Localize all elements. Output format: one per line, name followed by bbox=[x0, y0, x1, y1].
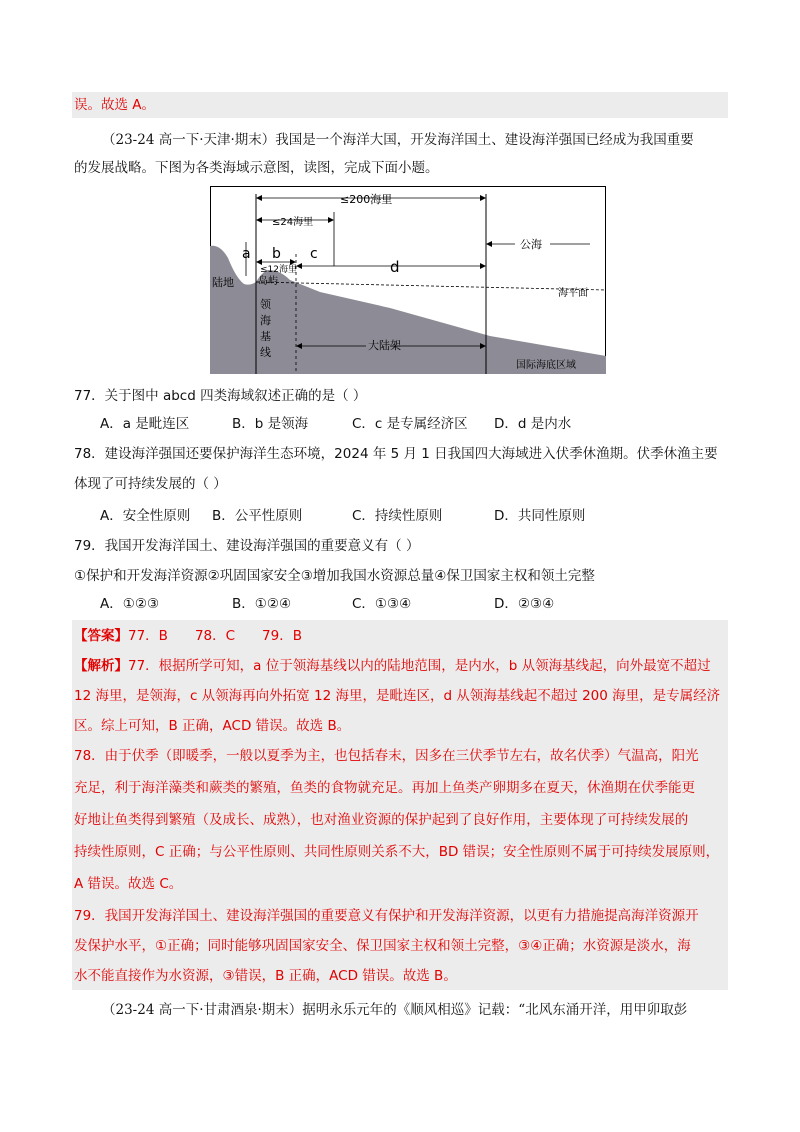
label-baseline-2: 海 bbox=[260, 314, 271, 327]
label-island: 岛屿 bbox=[258, 276, 278, 287]
label-d: d bbox=[390, 258, 400, 276]
intro-line-2: 的发展战略。下图为各类海域示意图，读图，完成下面小题。 bbox=[74, 160, 439, 176]
label-c: c bbox=[310, 246, 318, 262]
label-high-seas: 公海 bbox=[520, 238, 542, 251]
analysis-line-11: 水不能直接作为水资源，③错误，B 正确，ACD 错误。故选 B。 bbox=[74, 968, 457, 984]
analysis-line-8: A 错误。故选 C。 bbox=[74, 876, 183, 892]
prev-answer-tail: 误。故选 A。 bbox=[74, 97, 156, 113]
label-baseline-4: 线 bbox=[260, 346, 271, 359]
label-baseline-3: 基 bbox=[260, 330, 271, 343]
analysis-line-9: 79．我国开发海洋国土、建设海洋强国的重要意义有保护和开发海洋资源，以更有力措施提高海洋资源开 bbox=[74, 908, 699, 924]
q77-stem: 77．关于图中 abcd 四类海域叙述正确的是（ ） bbox=[74, 388, 367, 404]
label-seabed: 国际海底区域 bbox=[516, 360, 576, 371]
q77-option-d: D．d 是内水 bbox=[494, 416, 572, 432]
q78-option-b: B．公平性原则 bbox=[212, 508, 303, 524]
label-shelf: 大陆架 bbox=[368, 339, 401, 352]
q78-stem-2: 体现了可持续发展的（ ） bbox=[74, 476, 227, 492]
sea-zone-diagram bbox=[210, 186, 606, 374]
q79-items: ①保护和开发海洋资源②巩固国家安全③增加我国水资源总量④保卫国家主权和领土完整 bbox=[74, 568, 595, 584]
label-land: 陆地 bbox=[212, 276, 234, 289]
analysis-tag: 【解析】 bbox=[74, 658, 128, 674]
intro-line-1: （23-24 高一下·天津·期末）我国是一个海洋大国，开发海洋国土、建设海洋强国已经成为我国重要 bbox=[102, 132, 694, 148]
q79-option-c: C．①③④ bbox=[352, 596, 412, 612]
label-sea-level: 海平面 bbox=[558, 288, 588, 299]
q78-option-c: C．持续性原则 bbox=[352, 508, 443, 524]
analysis-line-1 bbox=[74, 656, 711, 676]
analysis-line-10: 发保护水平，①正确；同时能够巩固国家安全、保卫国家主权和领土完整，③④正确；水资源是淡水，海 bbox=[74, 938, 691, 954]
label-a: a bbox=[242, 246, 251, 262]
analysis-line-5: 充足，利于海洋藻类和蕨类的繁殖，鱼类的食物就充足。再加上鱼类产卵期多在夏天，休渔期在伏季能更 bbox=[74, 780, 695, 796]
analysis-text-1: 77．根据所学可知，a 位于领海基线以内的陆地范围，是内水，b 从领海基线起，向外最宽不超过 bbox=[128, 658, 711, 674]
analysis-line-2: 12 海里，是领海，c 从领海再向外拓宽 12 海里，是毗连区，d 从领海基线起不超过 200 海里，是专属经济 bbox=[74, 688, 721, 704]
q77-option-c: C．c 是专属经济区 bbox=[352, 416, 468, 432]
q79-option-d: D．②③④ bbox=[494, 596, 555, 612]
label-12nm: ≤12海里 bbox=[260, 265, 297, 275]
label-200nm: ≤200海里 bbox=[340, 193, 393, 206]
q78-option-d: D．共同性原则 bbox=[494, 508, 586, 524]
label-baseline-1: 领 bbox=[260, 298, 271, 311]
q77-option-a: A．a 是毗连区 bbox=[100, 416, 190, 432]
label-b: b bbox=[272, 246, 281, 262]
prev-answer-block bbox=[72, 92, 728, 118]
q78-option-a: A．安全性原则 bbox=[100, 508, 191, 524]
analysis-line-4: 78．由于伏季（即暖季，一般以夏季为主，也包括春末，因多在三伏季节左右，故名伏季）气温高，阳光 bbox=[74, 748, 699, 764]
answer-tag: 【答案】 bbox=[74, 628, 128, 644]
q78-stem-1: 78．建设海洋强国还要保护海洋生态环境，2024 年 5 月 1 日我国四大海域进入伏季休渔期。伏季休渔主要 bbox=[74, 446, 718, 462]
answer-line bbox=[74, 626, 302, 646]
q79-stem: 79．我国开发海洋国土、建设海洋强国的重要意义有（ ） bbox=[74, 538, 420, 554]
label-24nm: ≤24海里 bbox=[272, 217, 314, 228]
analysis-line-3: 区。综上可知，B 正确，ACD 错误。故选 B。 bbox=[74, 718, 351, 734]
next-question-intro: （23-24 高一下·甘肃酒泉·期末）据明永乐元年的《顺风相巡》记载：“北风东涌开洋，用甲卯取彭 bbox=[102, 1002, 688, 1018]
q77-option-b: B．b 是领海 bbox=[232, 416, 309, 432]
q79-option-b: B．①②④ bbox=[232, 596, 292, 612]
analysis-line-7: 持续性原则，C 正确；与公平性原则、共同性原则关系不大，BD 错误；安全性原则不属于可持续发展原则， bbox=[74, 844, 720, 860]
answer-text: 77．B 78．C 79．B bbox=[128, 628, 302, 644]
q79-option-a: A．①②③ bbox=[100, 596, 160, 612]
analysis-line-6: 好地让鱼类得到繁殖（及成长、成熟），也对渔业资源的保护起到了良好作用，主要体现了可持续发展的 bbox=[74, 812, 689, 828]
